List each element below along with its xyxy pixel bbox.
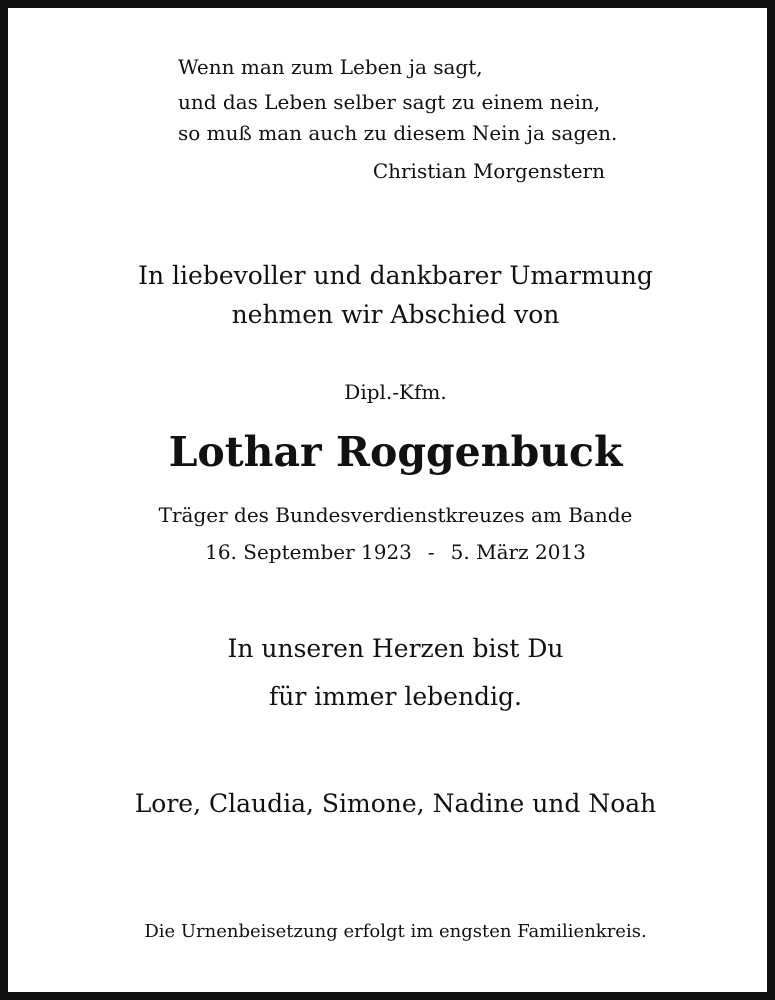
- birth-date: 16. September 1923: [205, 540, 412, 564]
- quote-author: Christian Morgenstern: [372, 159, 605, 183]
- quote-line-3: so muß man auch zu diesem Nein ja sagen.: [178, 121, 618, 145]
- deceased-name: Lothar Roggenbuck: [168, 428, 623, 476]
- intro-line-1: In liebevoller und dankbarer Umarmung: [138, 261, 653, 290]
- intro-line-2: nehmen wir Abschied von: [231, 300, 560, 329]
- award-line: Träger des Bundesverdienstkreuzes am Bande: [158, 503, 633, 527]
- burial-note: Die Urnenbeisetzung erfolgt im engsten Familienkreis.: [144, 921, 647, 942]
- remembrance-line-1: In unseren Herzen bist Du: [227, 634, 564, 663]
- life-dates: [8, 540, 775, 564]
- mourners-list: Lore, Claudia, Simone, Nadine und Noah: [134, 789, 657, 818]
- date-separator: -: [427, 540, 435, 564]
- death-date: 5. März 2013: [450, 540, 586, 564]
- remembrance-line-2: für immer lebendig.: [269, 682, 522, 711]
- quote-line-2: und das Leben selber sagt zu einem nein,: [178, 90, 601, 114]
- academic-degree: Dipl.-Kfm.: [344, 380, 447, 404]
- quote-line-1: Wenn man zum Leben ja sagt,: [178, 55, 483, 79]
